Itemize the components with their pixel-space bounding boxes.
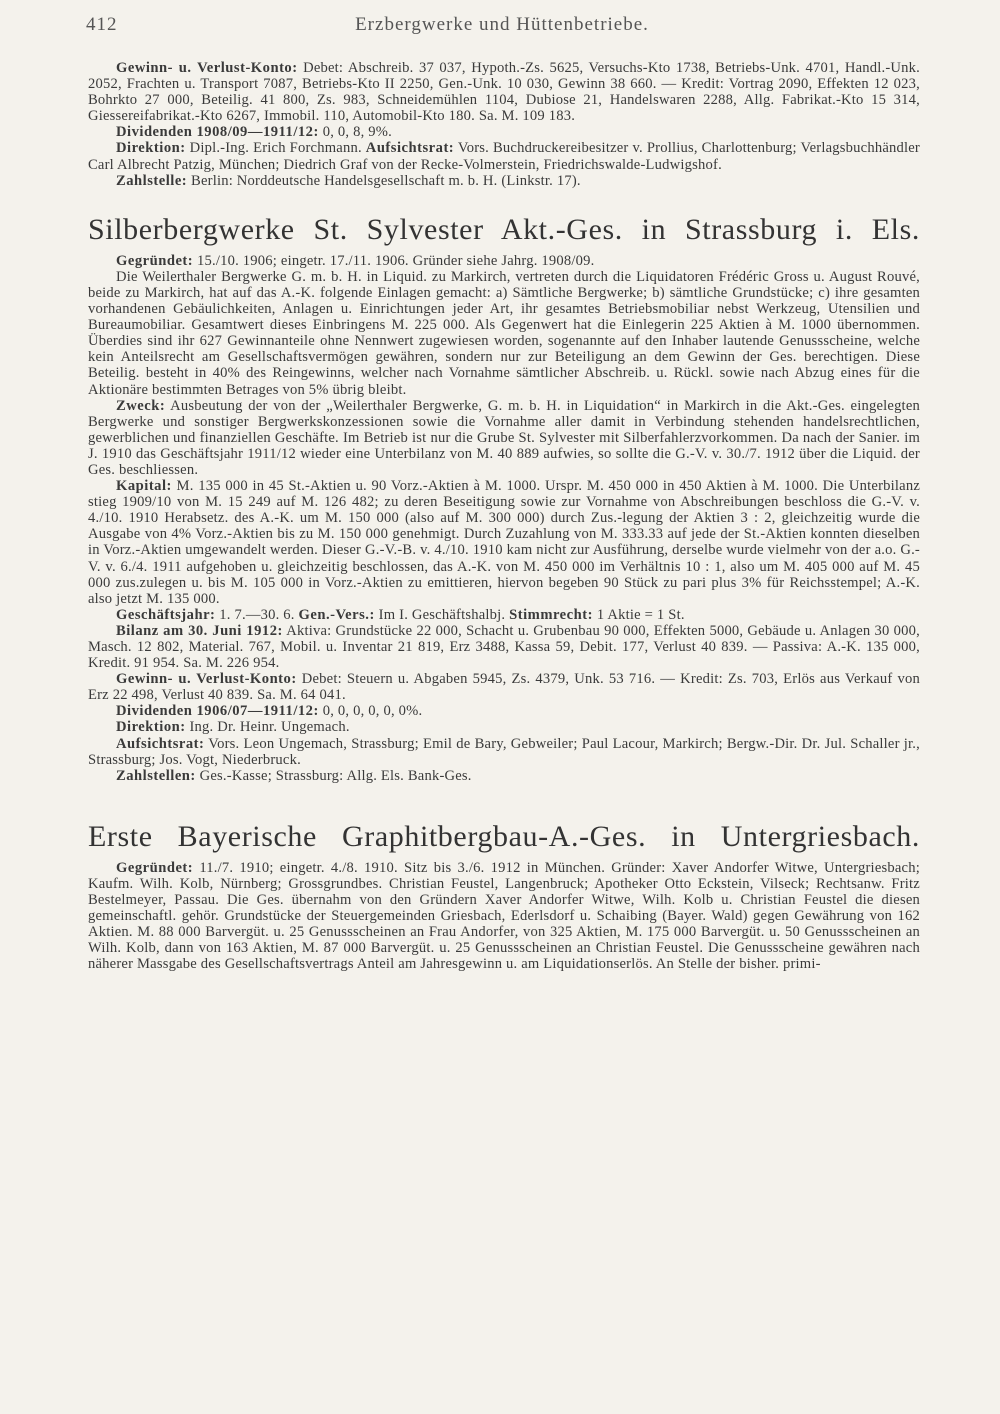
business-year-paragraph <box>88 607 920 623</box>
direction-text: Dipl.-Ing. Erich Forchmann. <box>189 140 362 157</box>
paying-agents-paragraph <box>88 768 920 784</box>
capital-paragraph <box>88 478 920 607</box>
founded-paragraph <box>88 253 920 269</box>
direction-label: Direktion: <box>116 140 186 157</box>
dividends-paragraph <box>88 124 920 140</box>
business-year-label: Geschäftsjahr: <box>116 606 216 623</box>
dividends-2-paragraph <box>88 703 920 719</box>
supervisory-board-label: Aufsichtsrat: <box>365 140 455 157</box>
business-year-text: 1. 7.—30. 6. <box>219 606 295 623</box>
founded-2-paragraph <box>88 860 920 973</box>
paying-agents-label: Zahlstellen: <box>116 767 196 784</box>
profit-loss-2-text: Debet: Steuern u. Abgaben 5945, Zs. 4379, Unk. 53 716. — Kredit: Zs. 703, Erlös aus Verkauf von Erz 22 498, Verlust 40 839. Sa. M. 64 041. <box>88 671 920 704</box>
balance-label: Bilanz am 30. Juni 1912: <box>116 622 283 639</box>
direction-2-label: Direktion: <box>116 719 186 736</box>
running-title: Erzbergwerke und Hüttenbetriebe. <box>355 14 649 35</box>
page-body <box>88 60 920 973</box>
paying-agent-paragraph <box>88 173 920 189</box>
founded-label: Gegründet: <box>116 252 194 269</box>
balance-paragraph <box>88 623 920 671</box>
purpose-text: Ausbeutung der von der „Weilerthaler Bergwerke, G. m. b. H. in Liquidation“ in Markirch in die Akt.-Ges. eingelegten Bergwerke und sonstiger Bergwerkskonzessionen sowie die Vornahme aller damit in Verbindung stehenden handelsrechtlichen, gewerblichen und finanziellen Geschäfte. Im Betrieb ist nur die Grube St. Sylvester mit Silberfahlerzvorkommen. Da nach der Sanier. im J. 1910 das Geschäftsjahr 1911/12 wieder eine Unterbilanz von M. 40 889 aufwies, so sollte die G.-V. v. 30./7. 1912 über die Liquid. der Ges. beschliessen. <box>88 397 920 478</box>
paying-agent-label: Zahlstelle: <box>116 172 188 189</box>
founded-2-text: 11./7. 1910; eingetr. 4./8. 1910. Sitz bis 3./6. 1912 in München. Gründer: Xaver Andorfer Witwe, Untergriesbach; Kaufm. Wilh. Kolb, Nürnberg; Grossgrundbes. Christian Feustel, Langenbruck; Apotheker Otto Eckstein, Vilseck; Rechtsanw. Fritz Bestelmeyer, Passau. Die Ges. übernahm von den Gründern Xaver Andorfer Witwe, Wilh. Kolb u. Christian Feustel die diesen gemeinschaftl. gehör. Grundstücke der Steuergemeinden Griesbach, Ederlsdorf u. Schaibing (Bayer. Wald) gegen Gewährung von 162 Aktien. M. 88 000 Barvergüt. u. 25 Genussscheinen an Frau Andorfer, von 325 Aktien, M. 175 000 Barvergüt. u. 50 Genussscheinen an Wilh. Kolb, dann von 163 Aktien, M. 87 000 Barvergüt. u. 25 Genussscheinen an Christian Feustel. Die Genussscheine gewähren nach näherer Massgabe des Gesellschaftsvertrags Anteil am Jahresgewinn u. am Liquidationserlös. An Stelle der bisher. primi- <box>88 859 920 973</box>
general-meeting-text: Im I. Geschäftshalbj. <box>378 606 506 623</box>
direction-2-text: Ing. Dr. Heinr. Ungemach. <box>189 719 350 736</box>
dividends-2-label: Dividenden 1906/07—1911/12: <box>116 703 319 720</box>
supervisory-board-2-paragraph <box>88 736 920 768</box>
direction-2-paragraph <box>88 719 920 735</box>
balance-text: Aktiva: Grundstücke 22 000, Schacht u. Grubenbau 90 000, Effekten 5000, Gebäude u. Anlagen 30 000, Masch. 12 802, Material. 767, Mobil. u. Inventar 21 819, Erz 3488, Kassa 59, Debit. 177, Verlust 40 839. — Passiva: A.-K. 135 000, Kredit. 91 954. Sa. M. 226 954. <box>88 622 920 672</box>
profit-loss-label: Gewinn- u. Verlust-Konto: <box>116 60 298 76</box>
profit-loss-text: Debet: Abschreib. 37 037, Hypoth.-Zs. 5625, Versuchs-Kto 1738, Betriebs-Unk. 4701, Handl.-Unk. 2052, Frachten u. Transport 7087, Betriebs-Kto II 2250, Gen.-Unk. 10 030, Gewinn 38 660. — Kredit: Vortrag 2090, Effekten 12 023, Bohrkto 27 000, Beteilig. 41 800, Zs. 983, Schneidemühlen 1104, Dubiose 21, Handelswaren 2288, Allg. Fabrikat.-Kto 15 314, Giessereifabrikat.-Kto 6267, Immobil. 110, Automobil-Kto 180. Sa. M. 109 183. <box>88 60 920 125</box>
founded-text: 15./10. 1906; eingetr. 17./11. 1906. Gründer siehe Jahrg. 1908/09. <box>197 252 595 269</box>
intro-paragraph: Die Weilerthaler Bergwerke G. m. b. H. in Liquid. zu Markirch, vertreten durch die Liquidatoren Frédéric Gross u. August Rouvé, beide zu Markirch, hat auf das A.-K. folgende Einlagen gemacht: a) Sämtliche Bergwerke; b) sämtliche Grundstücke; c) ihre gesamten vorhandenen Gebäulichkeiten, Anlagen u. Einrichtungen jeder Art, ihr gesamtes Betriebsmobiliar nebst Werkzeug, Utensilien und Bureaumobiliar. Gesamtwert dieses Einbringens M. 225 000. Als Gegenwert hat die Einlegerin 225 Aktien à M. 1000 übernommen. Überdies sind ihr 627 Gewinnanteile ohne Nennwert zugewiesen worden, sogenannte auf den Inhaber lautende Genussscheine, welche kein Anteilsrecht am Gesellschaftsvermögen gewähren, sondern nur zur Beteiligung an dem Gewinn der Ges. berechtigen. Diese Beteilig. besteht in 40% des Reingewinns, welcher nach Vornahme sämtlicher Abschreib. u. Rückl. sowie nach Abzug eines für die Aktionäre bestimmten Betrages von 5% übrig bleibt. <box>88 268 920 398</box>
paying-agent-text: Berlin: Norddeutsche Handelsgesellschaft m. b. H. (Linkstr. 17). <box>191 172 581 189</box>
purpose-label: Zweck: <box>116 397 166 414</box>
section-title-graphitbergbau: Erste Bayerische Graphitbergbau-A.-Ges. in Untergriesbach. <box>88 819 920 853</box>
dividends-2-text: 0, 0, 0, 0, 0, 0%. <box>322 703 423 720</box>
profit-loss-paragraph <box>88 60 920 124</box>
direction-paragraph <box>88 140 920 172</box>
dividends-label: Dividenden 1908/09—1911/12: <box>116 124 319 141</box>
capital-text: M. 135 000 in 45 St.-Aktien u. 90 Vorz.-Aktien à M. 1000. Urspr. M. 450 000 in 450 Aktien à M. 1000. Die Unterbilanz stieg 1909/10 von M. 15 249 auf M. 126 482; zu deren Beseitigung sowie zur Vornahme von Abschreibungen beschloss die G.-V. v. 4./10. 1910 Herabsetz. des A.-K. um M. 150 000 (also auf M. 300 000) durch Zus.-legung der Aktien 3 : 2, gleichzeitig wurde die Ausgabe von 4% Vorz.-Aktien bis zu M. 150 000 genehmigt. Durch Zuzahlung von M. 333.33 auf jede der St.-Aktien konnten dieselben in Vorz.-Aktien umgewandelt werden. Dieser G.-V.-B. v. 4./10. 1910 kam nicht zur Ausführung, derselbe wurde vielmehr von der a.o. G.-V. v. 6./4. 1911 aufgehoben u. gleichzeitig beschlossen, das A.-K. von M. 450 000 im Verhältnis 10 : 1, also um M. 405 000 auf M. 45 000 zus.zulegen u. bis M. 105 000 in Vorz.-Aktien zu emittieren, hiervon begeben 90 Stück zu pari plus 3% für Reichsstempel; A.-K. also jetzt M. 135 000. <box>88 478 920 607</box>
supervisory-board-2-text: Vors. Leon Ungemach, Strassburg; Emil de Bary, Gebweiler; Paul Lacour, Markirch; Bergw.-Dir. Dr. Jul. Schaller jr., Strassburg; Jos. Vogt, Niederbruck. <box>88 735 920 768</box>
voting-right-label: Stimmrecht: <box>509 606 593 623</box>
capital-label: Kapital: <box>116 478 172 495</box>
paying-agents-text: Ges.-Kasse; Strassburg: Allg. Els. Bank-Ges. <box>199 767 472 784</box>
purpose-paragraph <box>88 398 920 478</box>
profit-loss-2-paragraph <box>88 671 920 703</box>
general-meeting-label: Gen.-Vers.: <box>298 606 375 623</box>
dividends-text: 0, 0, 8, 9%. <box>322 124 392 141</box>
voting-right-text: 1 Aktie = 1 St. <box>596 606 685 623</box>
supervisory-board-2-label: Aufsichtsrat: <box>116 735 205 752</box>
supervisory-board-text: Vors. Buchdruckereibesitzer v. Prollius, Charlottenburg; Verlagsbuchhändler Carl Albrecht Patzig, München; Diedrich Graf von der Recke-Volmerstein, Friedrichswalde-Ludwigshof. <box>88 140 920 173</box>
section-title-silberbergwerke: Silberbergwerke St. Sylvester Akt.-Ges. in Strassburg i. Els. <box>88 212 920 246</box>
page-number: 412 <box>86 14 118 35</box>
profit-loss-2-label: Gewinn- u. Verlust-Konto: <box>116 671 297 688</box>
page-header <box>86 14 918 40</box>
founded-2-label: Gegründet: <box>116 859 194 876</box>
